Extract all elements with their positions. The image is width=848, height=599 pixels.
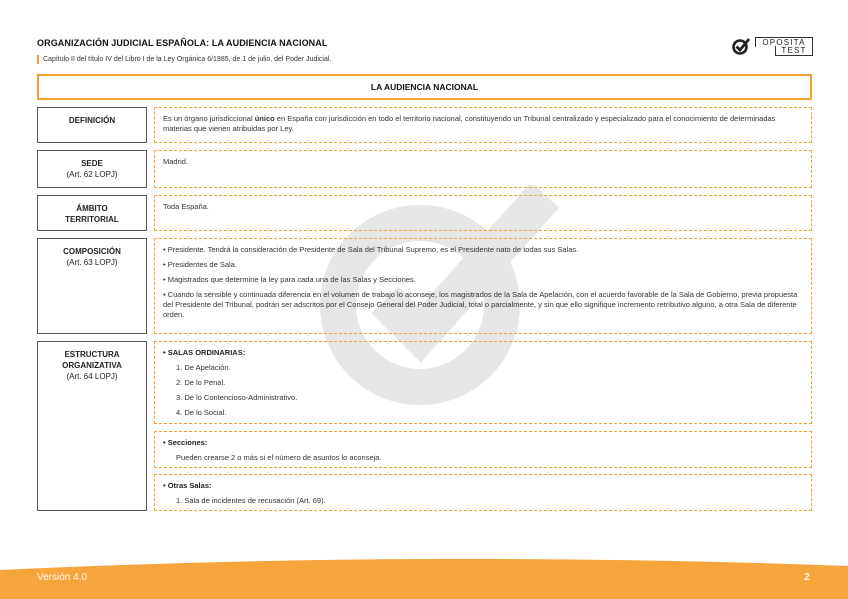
sede-text: Madrid. — [163, 157, 189, 166]
sala-item: 1. De Apelación. — [176, 363, 231, 372]
logo-text-bottom: TEST — [775, 46, 813, 56]
ambito-text: Toda España. — [163, 202, 209, 211]
label-ambito — [37, 195, 147, 231]
composicion-item: • Cuando la sensible y continuada diferencia en el volumen de trabajo lo aconseje, los magistrados de la Sala de Apelación, con el acuerdo favorable de la Sala de Gobierno, previa propuesta del Presidente del Tribunal, podrán ser adscritos por el Consejo General del Poder Judicial, total o parcialmente, y sin que ello signifique incremento retributivo alguno, a otra Sala de diferente orden. — [163, 290, 798, 319]
footer-version: Versión 4.0 — [37, 572, 88, 583]
label-sede — [37, 150, 147, 188]
content-composicion — [154, 238, 812, 334]
label-estructura — [37, 341, 147, 511]
logo-wordmark — [755, 37, 813, 57]
composicion-item: • Presidentes de Sala. — [163, 260, 237, 269]
sala-item: 4. De lo Social. — [176, 408, 227, 417]
page-number: 2 — [804, 572, 810, 583]
content-definicion — [154, 107, 812, 143]
salas-ordinarias-title: • SALAS ORDINARIAS: — [163, 348, 246, 357]
main-section-title: LA AUDIENCIA NACIONAL — [37, 74, 812, 100]
otras-salas-title: • Otras Salas: — [163, 481, 212, 490]
label-estructura-title-1: ESTRUCTURA — [64, 350, 120, 359]
label-definicion — [37, 107, 147, 143]
composicion-item: • Presidente. Tendrá la consideración de Presidente de Sala del Tribunal Supremo, es el Presidente nato de todas sus Salas. — [163, 245, 579, 254]
document-title: ORGANIZACIÓN JUDICIAL ESPAÑOLA: LA AUDIENCIA NACIONAL — [37, 38, 328, 48]
label-estructura-article: (Art. 64 LOPJ) — [66, 372, 118, 381]
label-ambito-title-2: TERRITORIAL — [65, 215, 119, 224]
definicion-text-b: en España con jurisdicción en todo el territorio nacional, constituyendo un Tribunal centralizado y especializado para el conocimiento de determinadas materias que vienen atribuidas por Ley. — [163, 114, 776, 133]
label-definicion-title: DEFINICIÓN — [68, 116, 116, 125]
content-secciones — [154, 431, 812, 468]
content-sede — [154, 150, 812, 188]
logo-text-top: OPOSITA — [755, 37, 813, 47]
label-composicion-title: COMPOSICIÓN — [63, 247, 121, 256]
label-sede-title: SEDE — [81, 159, 103, 168]
label-sede-article: (Art. 62 LOPJ) — [66, 170, 118, 179]
otras-salas-item: 1. Sala de incidentes de recusación (Art. 69). — [176, 496, 326, 505]
footer-band — [0, 556, 848, 599]
sala-item: 3. De lo Contencioso-Administrativo. — [176, 393, 298, 402]
oposita-test-logo — [731, 35, 813, 59]
content-ambito — [154, 195, 812, 231]
check-circle-icon — [731, 36, 751, 56]
secciones-title: • Secciones: — [163, 438, 208, 447]
label-composicion — [37, 238, 147, 334]
secciones-text: Pueden crearse 2 o más si el número de asuntos lo aconseja. — [176, 453, 382, 462]
definicion-text — [163, 114, 803, 134]
definicion-text-a: Es un órgano jurisdiccional — [163, 114, 255, 123]
label-composicion-article: (Art. 63 LOPJ) — [66, 258, 118, 267]
definicion-text-bold: único — [254, 114, 275, 123]
composicion-item: • Magistrados que determine la ley para cada una de las Salas y Secciones. — [163, 275, 416, 284]
content-salas-ordinarias — [154, 341, 812, 424]
document-subtitle: Capítulo II del título IV del Libro I de la Ley Orgánica 6/1985, de 1 de julio, del Poder Judicial. — [37, 55, 331, 64]
label-ambito-title-1: ÁMBITO — [76, 204, 108, 213]
sala-item: 2. De lo Penal. — [176, 378, 226, 387]
content-otras-salas — [154, 474, 812, 511]
label-estructura-title-2: ORGANIZATIVA — [62, 361, 122, 370]
